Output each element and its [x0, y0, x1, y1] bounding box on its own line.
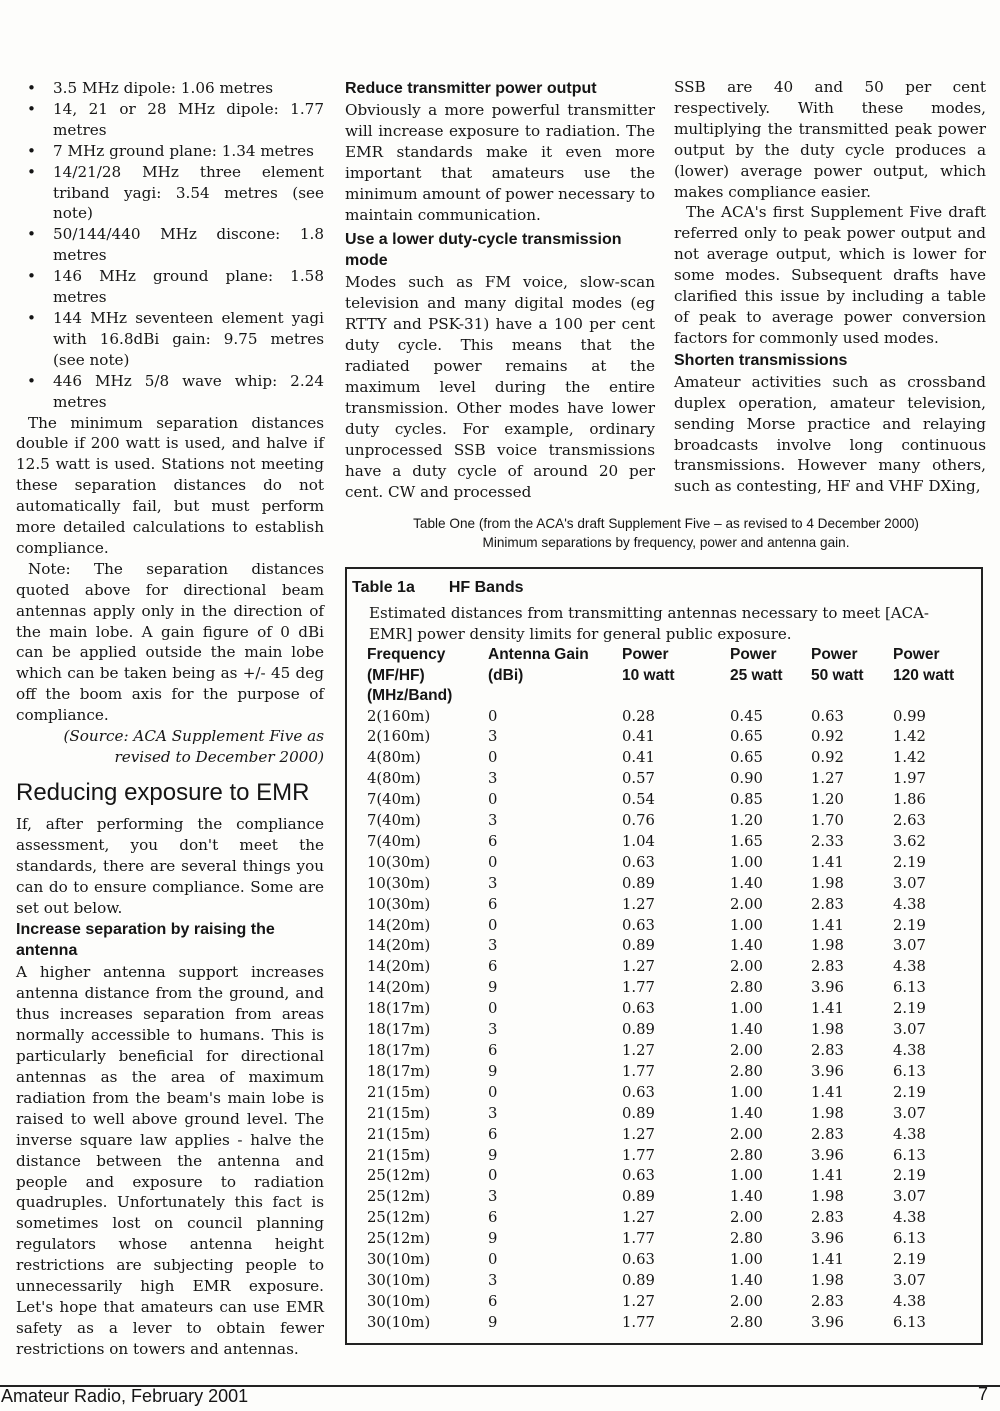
table-cell: 0: [488, 791, 498, 809]
table-cell: 14(20m): [367, 958, 431, 976]
table-row: [367, 790, 973, 811]
table-cell: 9: [488, 1230, 498, 1248]
table-cell: 1.00: [730, 1083, 763, 1101]
table-cell: 1.41: [811, 853, 844, 871]
list-item: • 50/144/440 MHz discone: 1.8 metres: [16, 224, 324, 266]
table-row: [367, 1229, 973, 1250]
table-cell: 0.65: [730, 749, 763, 767]
table-cell: 0: [488, 916, 498, 934]
table-cell: 25(12m): [367, 1230, 431, 1248]
header-frequency: Frequency (MF/HF) (MHz/Band): [367, 646, 453, 704]
table-cell: 4.38: [893, 1042, 926, 1059]
table-header-row: [367, 645, 973, 707]
publication-footer: Amateur Radio, February 2001: [1, 1386, 249, 1406]
table-cell: 4.38: [893, 1125, 926, 1143]
table-cell: 0.63: [622, 853, 655, 871]
table-row: [367, 811, 973, 832]
table-cell: 0.89: [622, 1021, 655, 1039]
paragraph: If, after performing the compliance assessment, you don't meet the standards, there are several things you can do to ensure compliance. Some are set out below.: [16, 814, 324, 917]
table-cell: 2.00: [730, 1292, 763, 1310]
table-row: [367, 874, 973, 895]
table-cell: 1.98: [811, 1021, 844, 1039]
table-cell: 1.41: [811, 1251, 844, 1269]
table-row: [367, 1020, 973, 1041]
table-cell: 0.89: [622, 1104, 655, 1122]
table-row: [367, 999, 973, 1020]
note-paragraph: Note: The separation distances quoted above for directional beam antennas apply only in the direction of the main lobe. A gain figure of 0 dBi can be applied outside the main lobe which can be taken being as +/- 45 deg off the boom axis for the purpose of compliance.: [16, 559, 324, 725]
table-cell: 0: [488, 707, 498, 725]
table-cell: 2.83: [811, 958, 844, 976]
table-description: Estimated distances from transmitting antennas necessary to meet [ACA-EMR] power density limits for general public exposure.: [369, 604, 930, 643]
table-cell: 1.77: [622, 1230, 655, 1248]
table-cell: 6: [488, 1042, 498, 1059]
section-heading: Reducing exposure to EMR: [16, 778, 310, 806]
table-cell: 3: [488, 1188, 498, 1206]
table-cell: 0.54: [622, 791, 655, 809]
header-power-120: Power 120 watt: [893, 646, 955, 684]
paragraph: Modes such as FM voice, slow-scan television and many digital modes (eg RTTY and PSK-31) have a 100 per cent duty cycle. This means that the radiated power remains at the maximum level during the entire transmission. Other modes have lower duty cycles. For example, ordinary unprocessed SSB voice transmissions have a duty cycle of around 20 per cent. CW and processed: [345, 273, 655, 501]
caption-line: Table One (from the ACA's draft Supplement Five – as revised to 4 December 2000): [413, 516, 919, 531]
table-cell: 3: [488, 874, 498, 892]
table-cell: 6.13: [893, 1313, 926, 1331]
list-item: • 14, 21 or 28 MHz dipole: 1.77 metres: [16, 99, 324, 141]
table-row: [367, 707, 973, 728]
table-cell: 10(30m): [367, 895, 431, 913]
subheading: Use a lower duty-cycle transmission mode: [345, 231, 622, 270]
table-heading: [352, 579, 524, 597]
table-title: HF Bands: [448, 579, 524, 596]
list-item: • 446 MHz 5/8 wave whip: 2.24 metres: [16, 371, 324, 413]
table-cell: 0.45: [730, 707, 763, 725]
table-cell: 3: [488, 1271, 498, 1289]
table-cell: 2.80: [730, 1313, 763, 1331]
table-cell: 1.04: [622, 832, 655, 850]
header-power-25: Power 25 watt: [730, 646, 783, 684]
table-cell: 0.28: [622, 707, 655, 725]
table-cell: 0.63: [622, 1000, 655, 1018]
table-cell: 3.96: [811, 979, 844, 997]
table-cell: 1.00: [730, 853, 763, 871]
table-cell: 2.19: [893, 1083, 926, 1101]
table-cell: 2.80: [730, 979, 763, 997]
table-cell: 2.19: [893, 1251, 926, 1269]
table-cell: 10(30m): [367, 853, 431, 871]
table-cell: 1.42: [893, 749, 926, 767]
table-cell: 2.83: [811, 1125, 844, 1143]
table-cell: 0.89: [622, 874, 655, 892]
table-row: [367, 1250, 973, 1271]
table-cell: 1.27: [622, 1042, 655, 1059]
table-cell: 2.19: [893, 1167, 926, 1185]
table-cell: 1.27: [622, 958, 655, 976]
table-cell: 1.42: [893, 728, 926, 746]
table-cell: 1.77: [622, 1146, 655, 1164]
table-row: [367, 1125, 973, 1146]
table-cell: 3.96: [811, 1062, 844, 1080]
table-cell: 3.07: [893, 1188, 926, 1206]
table-cell: 1.77: [622, 1313, 655, 1331]
table-cell: 2.00: [730, 1042, 763, 1059]
table-cell: 6: [488, 895, 498, 913]
table-cell: 0.63: [622, 1083, 655, 1101]
table-cell: 7(40m): [367, 812, 421, 830]
paragraph: A higher antenna support increases antenna distance from the ground, and thus increases separation from areas normally accessible to humans. This is particularly beneficial for directional antennas as the area of maximum radiation from the beam's main lobe is raised to well above ground level. The inverse square law applies - halve the distance between the antenna and people and exposure to radiation quadruples. Unfortunately this fact is sometimes lost on council planning regulators whose antenna height restrictions are subjecting people to unnecessarily high EMR exposure. Let's hope that amateurs can use EMR safety as a lever to obtain fewer restrictions on towers and antennas.: [16, 963, 324, 1358]
table-cell: 1.86: [893, 791, 926, 809]
table-cell: 1.97: [893, 770, 926, 788]
table-cell: 1.98: [811, 1271, 844, 1289]
table-cell: 2.83: [811, 1292, 844, 1310]
table-cell: 2.00: [730, 1125, 763, 1143]
paragraph: Amateur activities such as crossband duplex operation, amateur television, sending Morse practice and relaying broadcasts involve long continuous transmissions. However many others, such as contesting, HF and VHF DXing,: [674, 372, 986, 496]
header-antenna-gain: Antenna Gain (dBi): [488, 646, 589, 684]
table-cell: 1.27: [622, 1125, 655, 1143]
paragraph: SSB are 40 and 50 per cent respectively. With these modes, multiplying the transmitted peak power output by the duty cycle produces a (lower) average power output, which makes compliance easier.: [674, 78, 986, 201]
table-cell: 1.00: [730, 916, 763, 934]
table-cell: 4.38: [893, 958, 926, 976]
table-cell: 6.13: [893, 1230, 926, 1248]
table-cell: 1.40: [730, 1188, 763, 1206]
table-cell: 30(10m): [367, 1271, 431, 1289]
table-cell: 2.80: [730, 1062, 763, 1080]
table-row: [367, 1313, 973, 1334]
table-body: [367, 707, 973, 1334]
table-cell: 6: [488, 1292, 498, 1310]
hf-bands-table: [367, 645, 973, 1334]
table-row: [367, 957, 973, 978]
table-cell: 1.41: [811, 1000, 844, 1018]
list-item: • 7 MHz ground plane: 1.34 metres: [16, 141, 324, 162]
table-cell: 9: [488, 1146, 498, 1164]
table-cell: 3.96: [811, 1230, 844, 1248]
table-cell: 3: [488, 1104, 498, 1122]
caption-line: Minimum separations by frequency, power and antenna gain.: [482, 535, 850, 550]
table-cell: 9: [488, 979, 498, 997]
table-cell: 10(30m): [367, 874, 431, 892]
column-right: [674, 77, 986, 497]
table-cell: 0: [488, 1251, 498, 1269]
table-cell: 3.62: [893, 832, 926, 850]
table-cell: 1.40: [730, 1104, 763, 1122]
table-cell: 3.07: [893, 937, 926, 955]
table-cell: 3.07: [893, 1104, 926, 1122]
table-cell: 9: [488, 1062, 498, 1080]
table-cell: 21(15m): [367, 1125, 431, 1143]
table-cell: 14(20m): [367, 979, 431, 997]
list-item: • 146 MHz ground plane: 1.58 metres: [16, 266, 324, 308]
table-cell: 1.20: [811, 791, 844, 809]
table-cell: 0.41: [622, 728, 655, 746]
table-cell: 0.89: [622, 937, 655, 955]
table-cell: 0.99: [893, 707, 926, 725]
table-cell: 3: [488, 812, 498, 830]
table-cell: 1.40: [730, 874, 763, 892]
header-power-10: Power 10 watt: [622, 646, 675, 684]
table-cell: 2.00: [730, 895, 763, 913]
table-cell: 3.07: [893, 1271, 926, 1289]
table-cell: 7(40m): [367, 791, 421, 809]
table-cell: 0: [488, 1083, 498, 1101]
table-cell: 0.63: [622, 916, 655, 934]
table-cell: 3: [488, 728, 498, 746]
table-cell: 0.76: [622, 812, 655, 830]
table-row: [367, 1041, 973, 1062]
table-cell: 30(10m): [367, 1313, 431, 1331]
table-cell: 14(20m): [367, 937, 431, 955]
table-cell: 1.77: [622, 979, 655, 997]
table-cell: 1.98: [811, 937, 844, 955]
subheading: Increase separation by raising the antenna: [16, 921, 275, 960]
table-cell: 21(15m): [367, 1146, 431, 1164]
table-cell: 4.38: [893, 1209, 926, 1227]
paragraph: The minimum separation distances double if 200 watt is used, and halve if 12.5 watt is used. Stations not meeting these separation distances do not automatically fail, but must perform more detailed calculations to establish compliance.: [16, 413, 324, 557]
table-row: [367, 748, 973, 769]
table-cell: 1.41: [811, 1083, 844, 1101]
table-cell: 6: [488, 1209, 498, 1227]
table-cell: 9: [488, 1313, 498, 1331]
list-item: • 14/21/28 MHz three element triband yagi: 3.54 metres (see note): [16, 162, 324, 225]
table-cell: 1.00: [730, 1000, 763, 1018]
column-left: [16, 78, 324, 1360]
table-row: [367, 832, 973, 853]
table-cell: 2.00: [730, 1209, 763, 1227]
table-row: [367, 916, 973, 937]
table-cell: 1.27: [622, 1292, 655, 1310]
list-item: • 144 MHz seventeen element yagi with 16.8dBi gain: 9.75 metres (see note): [16, 308, 324, 371]
table-row: [367, 853, 973, 874]
table-cell: 1.70: [811, 812, 844, 830]
table-cell: 0.63: [622, 1167, 655, 1185]
table-cell: 0: [488, 749, 498, 767]
table-row: [367, 1166, 973, 1187]
table-row: [367, 769, 973, 790]
table-cell: 18(17m): [367, 1042, 431, 1059]
table-cell: 6: [488, 1125, 498, 1143]
table-caption: [346, 514, 986, 552]
table-cell: 0: [488, 1000, 498, 1018]
table-cell: 2(160m): [367, 707, 431, 725]
header-power-50: Power 50 watt: [811, 646, 864, 684]
table-cell: 1.20: [730, 812, 763, 830]
table-row: [367, 895, 973, 916]
table-cell: 25(12m): [367, 1209, 431, 1227]
source-citation: (Source: ACA Supplement Five as revised to December 2000): [63, 727, 324, 766]
table-cell: 6: [488, 958, 498, 976]
table-cell: 0.85: [730, 791, 763, 809]
table-row: [367, 1083, 973, 1104]
subheading: Shorten transmissions: [674, 351, 848, 369]
table-cell: 6.13: [893, 1062, 926, 1080]
table-cell: 2.83: [811, 895, 844, 913]
table-cell: 21(15m): [367, 1083, 431, 1101]
table-box: [345, 567, 983, 1345]
table-cell: 6.13: [893, 1146, 926, 1164]
page-number: 7: [977, 1384, 988, 1404]
table-cell: 2(160m): [367, 728, 431, 746]
table-cell: 1.41: [811, 916, 844, 934]
table-cell: 3: [488, 1021, 498, 1039]
table-cell: 0.41: [622, 749, 655, 767]
table-cell: 0.57: [622, 770, 655, 788]
table-cell: 4.38: [893, 1292, 926, 1310]
table-cell: 2.19: [893, 1000, 926, 1018]
table-cell: 1.98: [811, 874, 844, 892]
table-label: Table 1a: [352, 579, 415, 596]
table-cell: 30(10m): [367, 1251, 431, 1269]
table-cell: 0.92: [811, 749, 844, 767]
table-cell: 4(80m): [367, 770, 421, 788]
table-cell: 0.89: [622, 1188, 655, 1206]
list-item: • 3.5 MHz dipole: 1.06 metres: [16, 78, 324, 99]
table-cell: 3.96: [811, 1146, 844, 1164]
paragraph: The ACA's first Supplement Five draft referred only to peak power output and not average output, which is lower for some modes. Subsequent drafts have clarified this issue by including a table of peak to average power conversion factors for commonly used modes.: [674, 203, 986, 347]
table-cell: 0.90: [730, 770, 763, 788]
table-cell: 1.77: [622, 1062, 655, 1080]
table-row: [367, 1292, 973, 1313]
table-cell: 2.33: [811, 832, 844, 850]
table-cell: 1.00: [730, 1167, 763, 1185]
table-cell: 2.83: [811, 1209, 844, 1227]
table-cell: 1.27: [811, 770, 844, 788]
table-cell: 3.07: [893, 1021, 926, 1039]
table-cell: 0.65: [730, 728, 763, 746]
subheading: Reduce transmitter power output: [345, 80, 597, 97]
table-cell: 6.13: [893, 979, 926, 997]
table-cell: 18(17m): [367, 1021, 431, 1039]
separation-list: [16, 78, 324, 413]
table-cell: 3: [488, 770, 498, 788]
table-cell: 0: [488, 1167, 498, 1185]
table-cell: 1.41: [811, 1167, 844, 1185]
table-cell: 1.65: [730, 832, 763, 850]
table-cell: 1.00: [730, 1251, 763, 1269]
table-cell: 4(80m): [367, 749, 421, 767]
table-cell: 14(20m): [367, 916, 431, 934]
table-row: [367, 1104, 973, 1125]
table-row: [367, 1187, 973, 1208]
table-cell: 2.19: [893, 916, 926, 934]
table-cell: 1.40: [730, 1021, 763, 1039]
table-cell: 2.83: [811, 1042, 844, 1059]
table-cell: 0.63: [622, 1251, 655, 1269]
table-row: [367, 978, 973, 999]
table-cell: 2.00: [730, 958, 763, 976]
table-cell: 1.40: [730, 937, 763, 955]
table-cell: 0.89: [622, 1271, 655, 1289]
column-middle: [345, 78, 655, 502]
table-cell: 1.27: [622, 895, 655, 913]
table-cell: 2.80: [730, 1146, 763, 1164]
table-cell: 30(10m): [367, 1292, 431, 1310]
table-cell: 25(12m): [367, 1167, 431, 1185]
table-cell: 2.80: [730, 1230, 763, 1248]
table-row: [367, 1146, 973, 1167]
table-cell: 2.63: [893, 812, 926, 830]
table-row: [367, 727, 973, 748]
table-cell: 3.96: [811, 1313, 844, 1331]
table-cell: 7(40m): [367, 832, 421, 850]
table-cell: 1.98: [811, 1104, 844, 1122]
table-cell: 1.98: [811, 1188, 844, 1206]
table-cell: 3.07: [893, 874, 926, 892]
table-cell: 4.38: [893, 895, 926, 913]
table-row: [367, 1271, 973, 1292]
table-cell: 0: [488, 853, 498, 871]
table-row: [367, 1062, 973, 1083]
table-cell: 1.40: [730, 1271, 763, 1289]
table-row: [367, 1208, 973, 1229]
table-cell: 0.92: [811, 728, 844, 746]
table-cell: 6: [488, 832, 498, 850]
table-row: [367, 936, 973, 957]
table-cell: 3: [488, 937, 498, 955]
table-cell: 18(17m): [367, 1062, 431, 1080]
table-cell: 21(15m): [367, 1104, 431, 1122]
table-cell: 0.63: [811, 707, 844, 725]
table-cell: 18(17m): [367, 1000, 431, 1018]
table-cell: 25(12m): [367, 1188, 431, 1206]
paragraph: Obviously a more powerful transmitter will increase exposure to radiation. The EMR standards make it even more important that amateurs use the minimum amount of power necessary to maintain communication.: [345, 101, 655, 224]
table-cell: 2.19: [893, 853, 926, 871]
table-cell: 1.27: [622, 1209, 655, 1227]
